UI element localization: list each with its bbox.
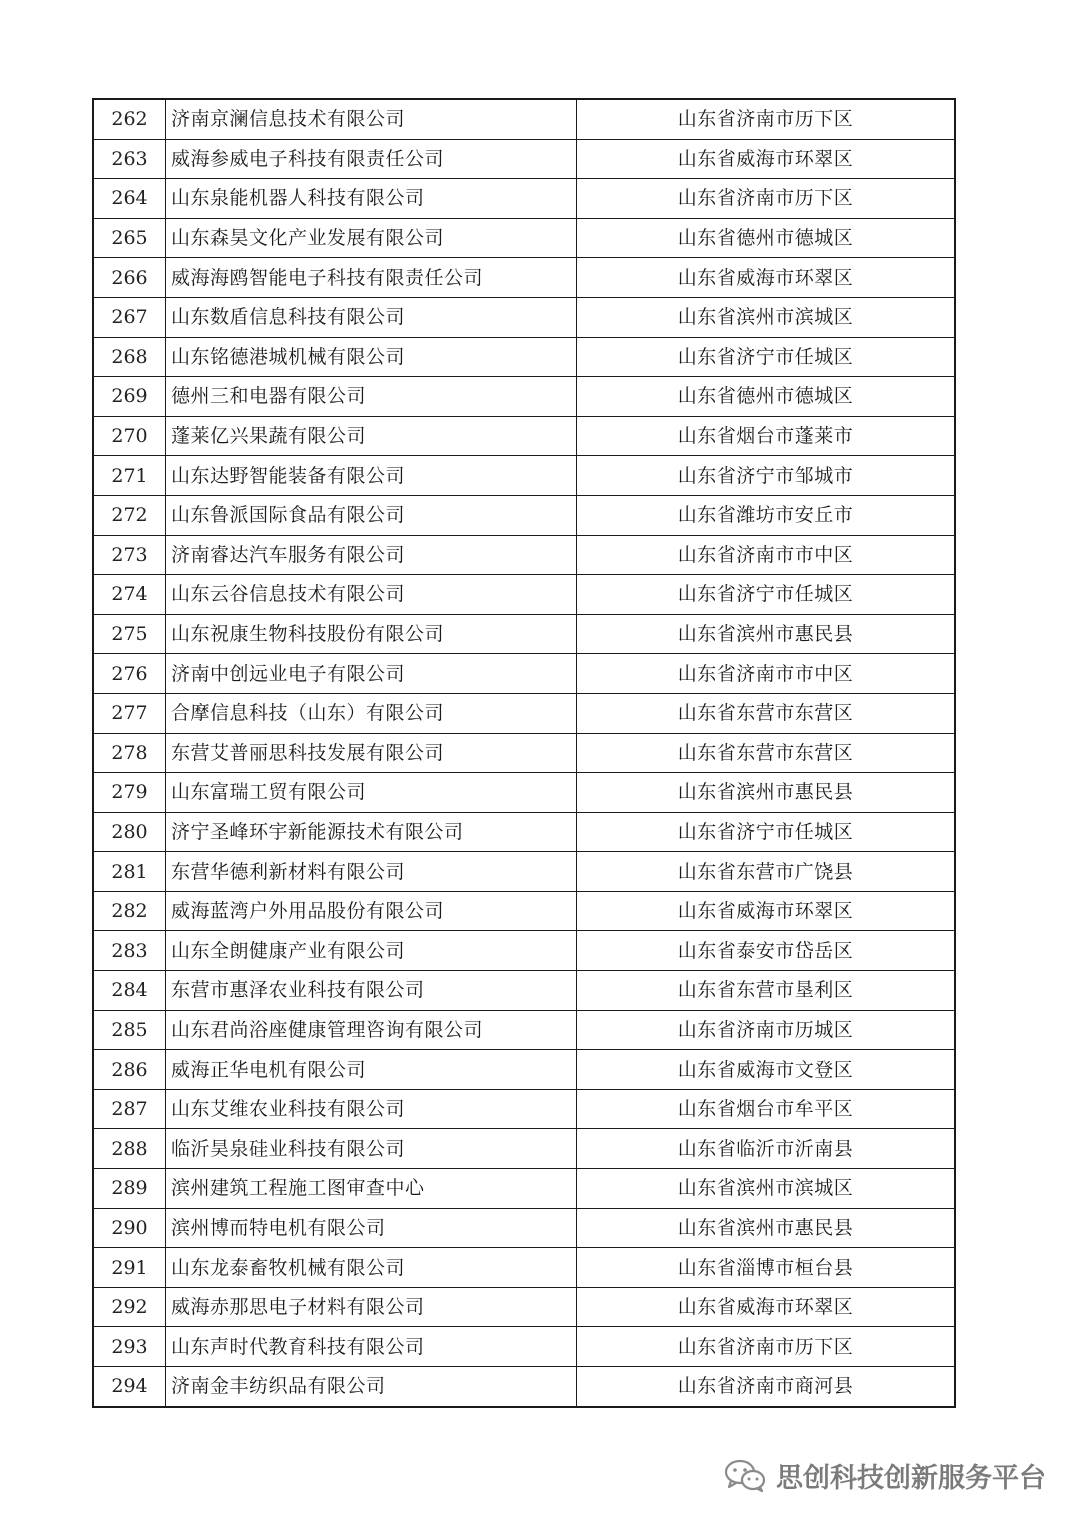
table-row	[93, 1050, 955, 1090]
row-number: 278	[93, 733, 166, 773]
company-location: 山东省济南市历下区	[577, 179, 956, 219]
company-name: 山东声时代教育科技有限公司	[166, 1327, 577, 1367]
row-number: 282	[93, 891, 166, 931]
company-name: 临沂昊泉硅业科技有限公司	[166, 1129, 577, 1169]
company-name: 蓬莱亿兴果蔬有限公司	[166, 416, 577, 456]
company-location: 山东省东营市垦利区	[577, 971, 956, 1011]
company-location: 山东省泰安市岱岳区	[577, 931, 956, 971]
row-number: 275	[93, 614, 166, 654]
company-name: 威海正华电机有限公司	[166, 1050, 577, 1090]
company-location: 山东省潍坊市安丘市	[577, 495, 956, 535]
table-row	[93, 971, 955, 1011]
row-number: 268	[93, 337, 166, 377]
company-location: 山东省滨州市惠民县	[577, 1208, 956, 1248]
row-number: 279	[93, 773, 166, 813]
table-row	[93, 1287, 955, 1327]
row-number: 294	[93, 1367, 166, 1407]
company-name: 山东祝康生物科技股份有限公司	[166, 614, 577, 654]
company-location: 山东省济南市历下区	[577, 1327, 956, 1367]
row-number: 277	[93, 693, 166, 733]
company-location: 山东省德州市德城区	[577, 377, 956, 417]
company-location: 山东省东营市东营区	[577, 733, 956, 773]
company-name: 济南睿达汽车服务有限公司	[166, 535, 577, 575]
company-name: 山东君尚浴座健康管理咨询有限公司	[166, 1010, 577, 1050]
table-row	[93, 1327, 955, 1367]
table-row	[93, 258, 955, 298]
table-row	[93, 456, 955, 496]
company-location: 山东省济宁市任城区	[577, 812, 956, 852]
table-row	[93, 1089, 955, 1129]
company-location: 山东省德州市德城区	[577, 218, 956, 258]
company-name: 山东达野智能装备有限公司	[166, 456, 577, 496]
watermark-text: 思创科技创新服务平台	[776, 1463, 1046, 1494]
company-location: 山东省济南市历城区	[577, 1010, 956, 1050]
table-row	[93, 535, 955, 575]
table-row	[93, 693, 955, 733]
row-number: 287	[93, 1089, 166, 1129]
company-name: 威海海鸥智能电子科技有限责任公司	[166, 258, 577, 298]
company-name: 威海赤那思电子材料有限公司	[166, 1287, 577, 1327]
company-name: 山东鲁派国际食品有限公司	[166, 495, 577, 535]
table-row	[93, 495, 955, 535]
row-number: 289	[93, 1169, 166, 1209]
company-name: 山东森昊文化产业发展有限公司	[166, 218, 577, 258]
table-row	[93, 1129, 955, 1169]
company-location: 山东省济宁市邹城市	[577, 456, 956, 496]
table-row	[93, 931, 955, 971]
company-name: 滨州建筑工程施工图审查中心	[166, 1169, 577, 1209]
company-location: 山东省济南市市中区	[577, 654, 956, 694]
table-row	[93, 1367, 955, 1407]
company-location: 山东省威海市环翠区	[577, 891, 956, 931]
row-number: 286	[93, 1050, 166, 1090]
company-name: 威海蓝湾户外用品股份有限公司	[166, 891, 577, 931]
table-row	[93, 337, 955, 377]
company-location: 山东省淄博市桓台县	[577, 1248, 956, 1288]
company-name: 济南金丰纺织品有限公司	[166, 1367, 577, 1407]
row-number: 292	[93, 1287, 166, 1327]
row-number: 266	[93, 258, 166, 298]
table-row	[93, 654, 955, 694]
company-table-body	[93, 99, 955, 1407]
company-location: 山东省济南市市中区	[577, 535, 956, 575]
company-location: 山东省滨州市惠民县	[577, 614, 956, 654]
row-number: 262	[93, 99, 166, 139]
row-number: 265	[93, 218, 166, 258]
row-number: 285	[93, 1010, 166, 1050]
table-row	[93, 733, 955, 773]
company-name: 山东铭德港城机械有限公司	[166, 337, 577, 377]
company-name: 山东全朗健康产业有限公司	[166, 931, 577, 971]
row-number: 281	[93, 852, 166, 892]
row-number: 274	[93, 575, 166, 615]
table-row	[93, 1248, 955, 1288]
row-number: 283	[93, 931, 166, 971]
table-row	[93, 812, 955, 852]
row-number: 264	[93, 179, 166, 219]
company-location: 山东省济宁市任城区	[577, 575, 956, 615]
table-row	[93, 1010, 955, 1050]
company-location: 山东省滨州市滨城区	[577, 297, 956, 337]
table-row	[93, 218, 955, 258]
company-location: 山东省济南市历下区	[577, 99, 956, 139]
company-name: 山东数盾信息科技有限公司	[166, 297, 577, 337]
company-location: 山东省威海市环翠区	[577, 258, 956, 298]
company-name: 东营华德利新材料有限公司	[166, 852, 577, 892]
row-number: 293	[93, 1327, 166, 1367]
table-row	[93, 891, 955, 931]
company-location: 山东省烟台市牟平区	[577, 1089, 956, 1129]
company-name: 合摩信息科技（山东）有限公司	[166, 693, 577, 733]
row-number: 270	[93, 416, 166, 456]
company-location: 山东省济南市商河县	[577, 1367, 956, 1407]
company-location: 山东省滨州市惠民县	[577, 773, 956, 813]
company-name: 德州三和电器有限公司	[166, 377, 577, 417]
company-name: 济宁圣峰环宇新能源技术有限公司	[166, 812, 577, 852]
company-name: 东营艾普丽思科技发展有限公司	[166, 733, 577, 773]
row-number: 290	[93, 1208, 166, 1248]
row-number: 276	[93, 654, 166, 694]
company-name: 济南中创远业电子有限公司	[166, 654, 577, 694]
table-row	[93, 416, 955, 456]
table-row	[93, 297, 955, 337]
row-number: 284	[93, 971, 166, 1011]
table-row	[93, 377, 955, 417]
row-number: 280	[93, 812, 166, 852]
table-row	[93, 179, 955, 219]
table-row	[93, 1169, 955, 1209]
company-location: 山东省威海市文登区	[577, 1050, 956, 1090]
table-row	[93, 139, 955, 179]
table-row	[93, 99, 955, 139]
company-location: 山东省济宁市任城区	[577, 337, 956, 377]
company-name: 济南京澜信息技术有限公司	[166, 99, 577, 139]
company-location: 山东省威海市环翠区	[577, 139, 956, 179]
row-number: 271	[93, 456, 166, 496]
company-name: 山东龙泰畜牧机械有限公司	[166, 1248, 577, 1288]
table-row	[93, 614, 955, 654]
row-number: 272	[93, 495, 166, 535]
company-name: 东营市惠泽农业科技有限公司	[166, 971, 577, 1011]
row-number: 263	[93, 139, 166, 179]
wechat-icon	[724, 1459, 766, 1493]
row-number: 267	[93, 297, 166, 337]
company-location: 山东省东营市东营区	[577, 693, 956, 733]
company-location: 山东省东营市广饶县	[577, 852, 956, 892]
company-name: 山东富瑞工贸有限公司	[166, 773, 577, 813]
company-name: 威海参威电子科技有限责任公司	[166, 139, 577, 179]
table-row	[93, 852, 955, 892]
company-location: 山东省滨州市滨城区	[577, 1169, 956, 1209]
table-row	[93, 1208, 955, 1248]
company-name: 山东泉能机器人科技有限公司	[166, 179, 577, 219]
company-location: 山东省临沂市沂南县	[577, 1129, 956, 1169]
row-number: 291	[93, 1248, 166, 1288]
company-name: 山东艾维农业科技有限公司	[166, 1089, 577, 1129]
company-table	[92, 98, 956, 1408]
watermark	[724, 1456, 1046, 1495]
company-name: 滨州博而特电机有限公司	[166, 1208, 577, 1248]
company-location: 山东省烟台市蓬莱市	[577, 416, 956, 456]
row-number: 273	[93, 535, 166, 575]
row-number: 288	[93, 1129, 166, 1169]
company-name: 山东云谷信息技术有限公司	[166, 575, 577, 615]
company-location: 山东省威海市环翠区	[577, 1287, 956, 1327]
row-number: 269	[93, 377, 166, 417]
table-row	[93, 575, 955, 615]
table-row	[93, 773, 955, 813]
